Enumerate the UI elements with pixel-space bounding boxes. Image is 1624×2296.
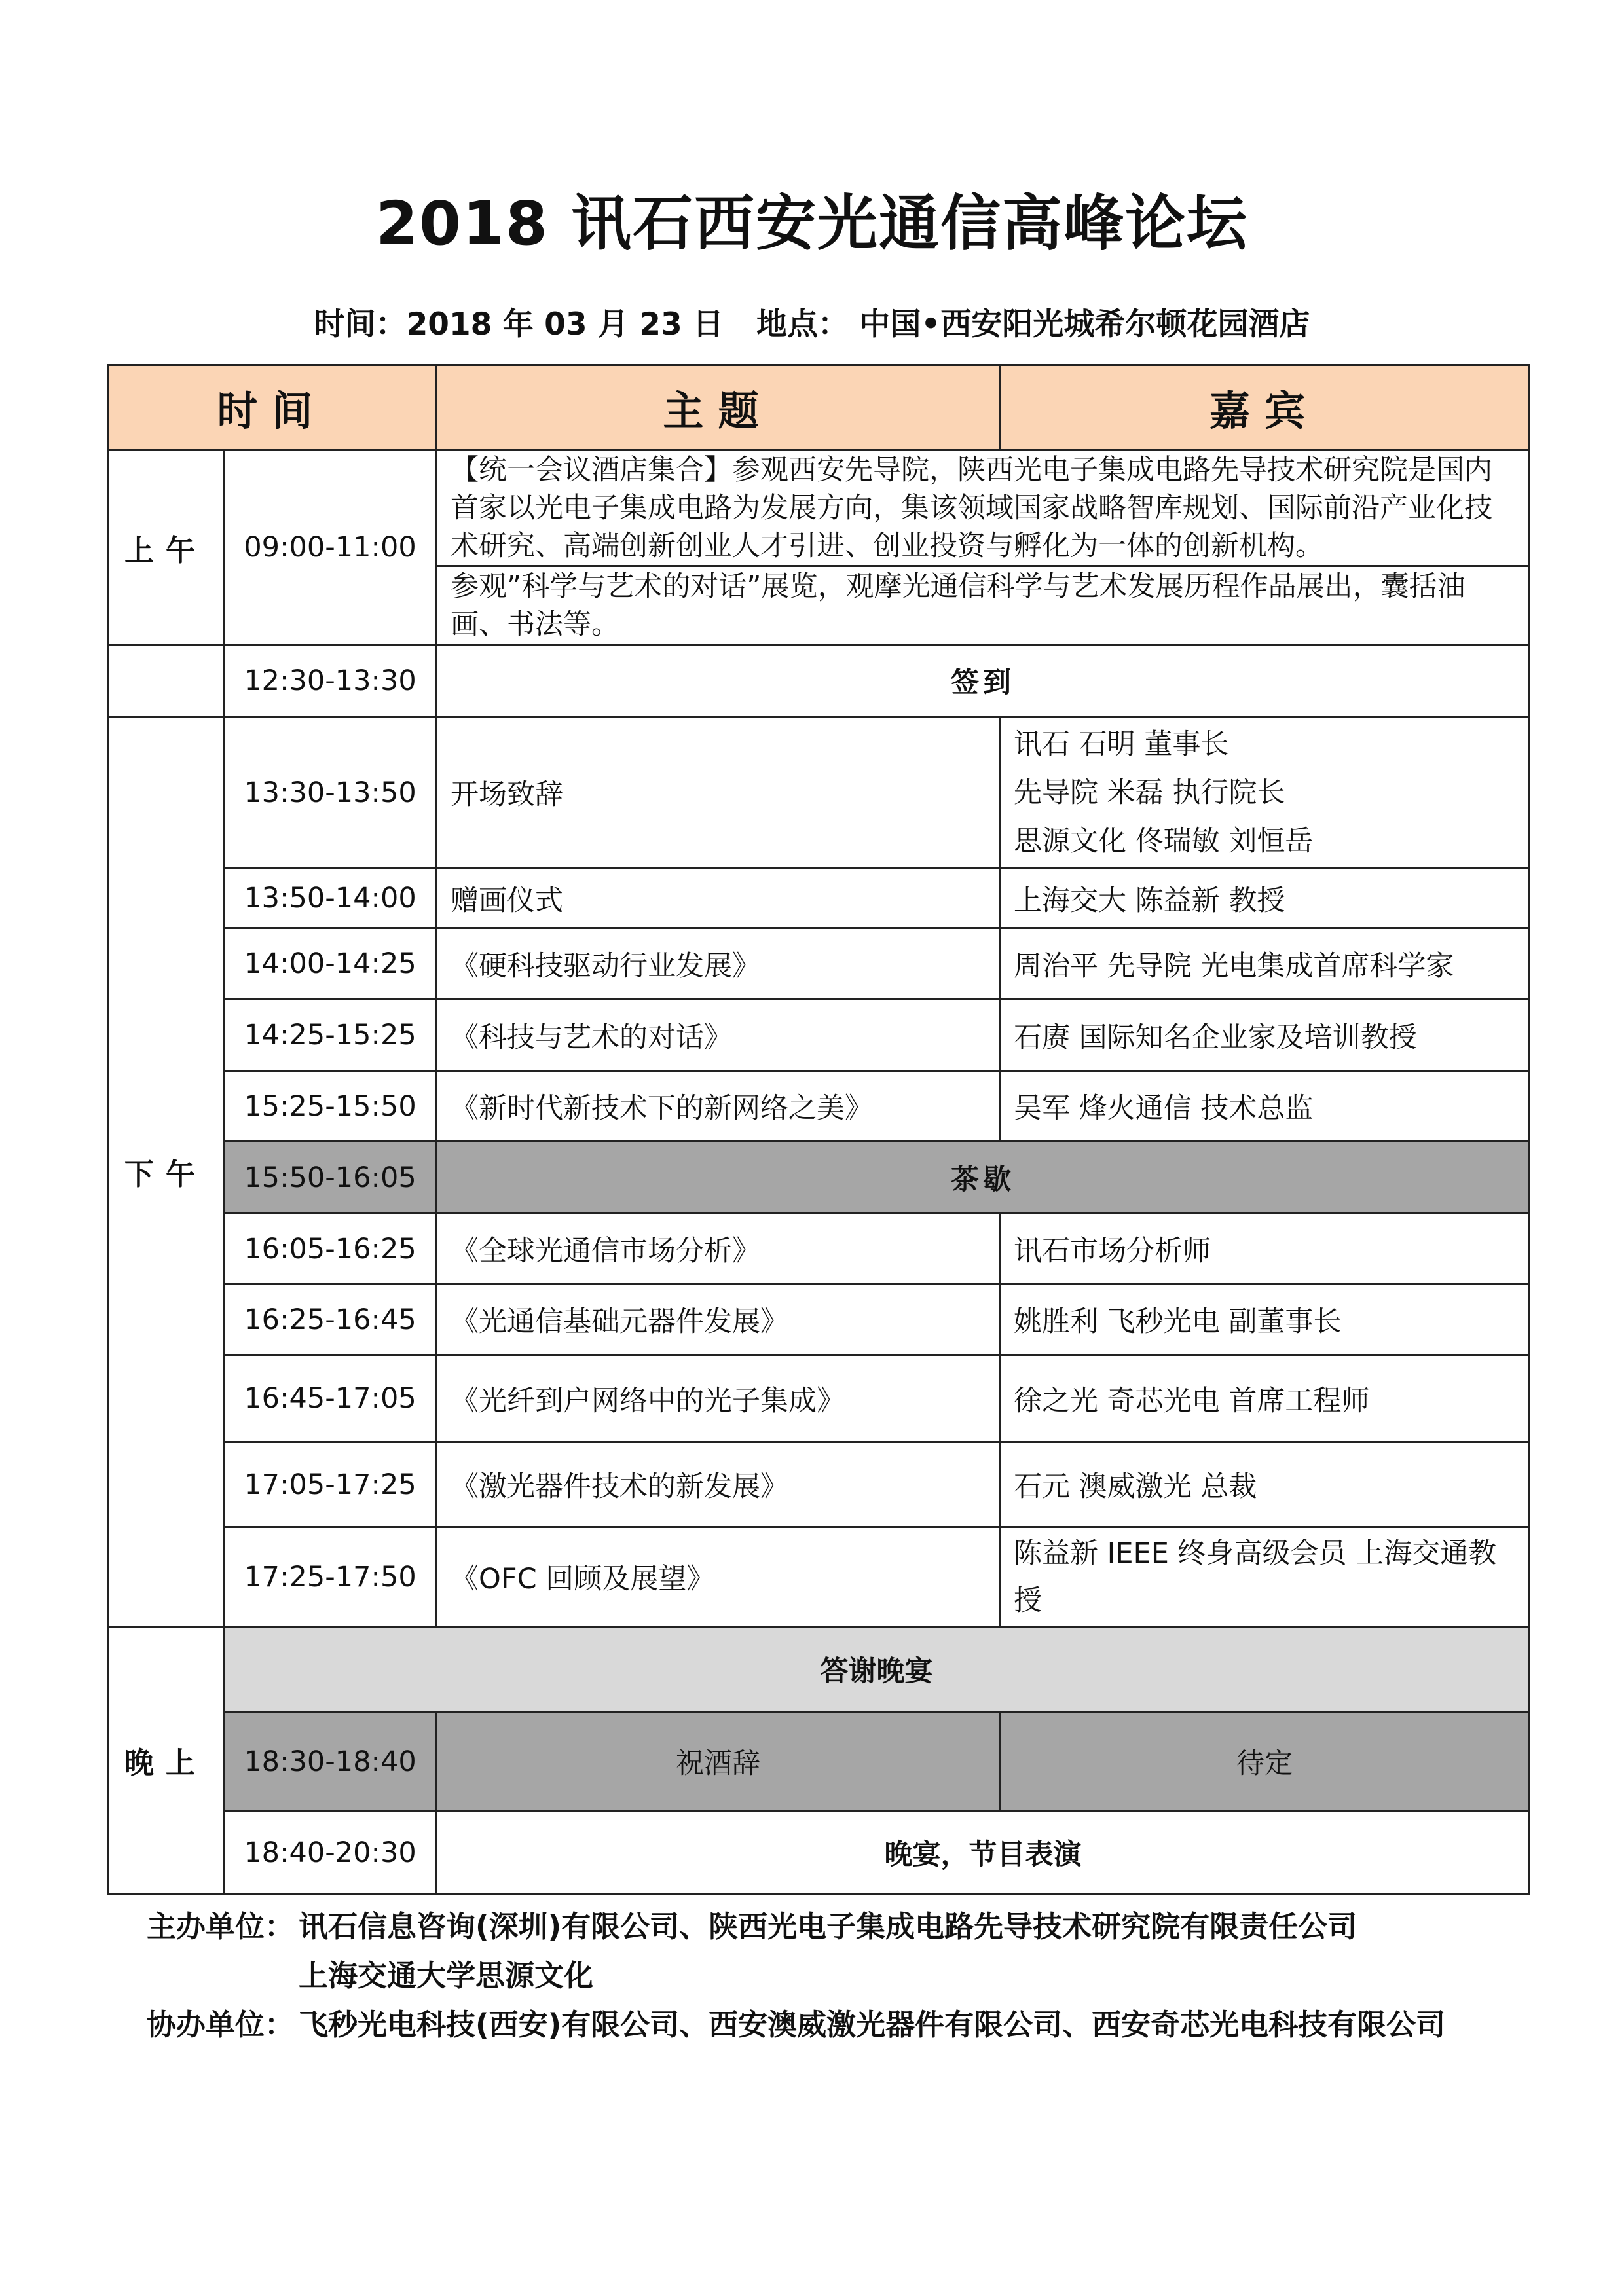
time-cell: 16:05-16:25: [224, 1214, 437, 1285]
host-organizers: [147, 1903, 1357, 1945]
morning-item-2: 参观”科学与艺术的对话”展览，观摩光通信科学与艺术发展历程作品展出，囊括油画、书法等。: [437, 566, 1530, 645]
topic-cell: 开场致辞: [437, 717, 1000, 869]
signin-label: 签到: [437, 645, 1530, 717]
time-cell: 14:00-14:25: [224, 928, 437, 1000]
guest-cell: 待定: [1000, 1712, 1530, 1812]
table-row: [108, 645, 1530, 717]
host-line-2: 上海交通大学思源文化: [299, 1958, 594, 1993]
time-cell: 15:50-16:05: [224, 1142, 437, 1214]
table-row: [108, 1285, 1530, 1355]
guest-cell: 陈益新 IEEE 终身高级会员 上海交通教授: [1000, 1527, 1530, 1627]
event-time-place: [0, 300, 1624, 344]
topic-cell: 祝酒辞: [437, 1712, 1000, 1812]
schedule-table: [107, 364, 1530, 1895]
time-cell: 18:40-20:30: [224, 1812, 437, 1894]
table-row: [108, 1527, 1530, 1627]
topic-cell: 赠画仪式: [437, 869, 1000, 928]
guest-cell: 姚胜利 飞秒光电 副董事长: [1000, 1285, 1530, 1355]
document-title: 2018 讯石西安光通信高峰论坛: [375, 189, 1249, 259]
header-topic: 主题: [437, 365, 1000, 450]
table-row: [108, 450, 1530, 566]
time-cell: 17:05-17:25: [224, 1442, 437, 1527]
co-label: 协办单位：: [147, 2007, 295, 2042]
table-row: [108, 869, 1530, 928]
table-row: [108, 1627, 1530, 1712]
table-row: [108, 1071, 1530, 1142]
guest-line: 讯石 石明 董事长: [1014, 727, 1229, 761]
header-guest: 嘉宾: [1000, 365, 1530, 450]
time-cell: 17:25-17:50: [224, 1527, 437, 1627]
table-row: [108, 1000, 1530, 1071]
break-label: 茶歇: [437, 1142, 1530, 1214]
table-row: [108, 1142, 1530, 1214]
time-cell: 12:30-13:30: [224, 645, 437, 717]
header-time: 时间: [108, 365, 437, 450]
table-row: [108, 1442, 1530, 1527]
co-organizers: [147, 2001, 1445, 2043]
table-row: [108, 1712, 1530, 1812]
period-afternoon: 下午: [108, 717, 224, 1627]
topic-cell: 《光通信基础元器件发展》: [437, 1285, 1000, 1355]
guest-cell: 上海交大 陈益新 教授: [1000, 869, 1530, 928]
time-cell: 16:45-17:05: [224, 1355, 437, 1442]
time-cell: 09:00-11:00: [224, 450, 437, 645]
guest-line: 思源文化 佟瑞敏 刘恒岳: [1014, 824, 1314, 858]
time-cell: 13:30-13:50: [224, 717, 437, 869]
event-place: 地点： 中国•西安阳光城希尔顿花园酒店: [756, 306, 1310, 342]
period-morning: 上午: [108, 450, 224, 645]
dinner-label: 晚宴，节目表演: [437, 1812, 1530, 1894]
guest-cell: 徐之光 奇芯光电 首席工程师: [1000, 1355, 1530, 1442]
host-line-1: 讯石信息咨询(深圳)有限公司、陕西光电子集成电路先导技术研究院有限责任公司: [299, 1909, 1357, 1944]
topic-cell: 《全球光通信市场分析》: [437, 1214, 1000, 1285]
table-row: [108, 1355, 1530, 1442]
guest-cell: 吴军 烽火通信 技术总监: [1000, 1071, 1530, 1142]
guest-cell: 石元 澳威激光 总裁: [1000, 1442, 1530, 1527]
table-row: [108, 928, 1530, 1000]
co-line: 飞秒光电科技(西安)有限公司、西安澳威激光器件有限公司、西安奇芯光电科技有限公司: [299, 2007, 1446, 2042]
guest-cell: 石赓 国际知名企业家及培训教授: [1000, 1000, 1530, 1071]
table-row: [108, 1812, 1530, 1894]
period-empty: [108, 645, 224, 717]
time-cell: 18:30-18:40: [224, 1712, 437, 1812]
morning-item-1: 【统一会议酒店集合】参观西安先导院，陕西光电子集成电路先导技术研究院是国内首家以光电子集成电路为发展方向，集该领域国家战略智库规划、国际前沿产业化技术研究、高端创新创业人才引进、创业投资与孵化为一体的创新机构。: [437, 450, 1530, 566]
topic-cell: 《OFC 回顾及展望》: [437, 1527, 1000, 1627]
guest-cell: [1000, 717, 1530, 869]
table-row: [108, 717, 1530, 869]
topic-cell: 《科技与艺术的对话》: [437, 1000, 1000, 1071]
time-cell: 15:25-15:50: [224, 1071, 437, 1142]
guest-cell: 周治平 先导院 光电集成首席科学家: [1000, 928, 1530, 1000]
period-evening: 晚上: [108, 1627, 224, 1894]
time-cell: 14:25-15:25: [224, 1000, 437, 1071]
topic-cell: 《硬科技驱动行业发展》: [437, 928, 1000, 1000]
guest-line: 先导院 米磊 执行院长: [1014, 776, 1285, 809]
topic-cell: 《激光器件技术的新发展》: [437, 1442, 1000, 1527]
event-time: 时间：2018 年 03 月 23 日: [314, 306, 724, 342]
time-cell: 16:25-16:45: [224, 1285, 437, 1355]
guest-cell: 讯石市场分析师: [1000, 1214, 1530, 1285]
header-row: [108, 365, 1530, 450]
table-row: [108, 1214, 1530, 1285]
banquet-title: 答谢晚宴: [224, 1627, 1530, 1712]
topic-cell: 《光纤到户网络中的光子集成》: [437, 1355, 1000, 1442]
time-cell: 13:50-14:00: [224, 869, 437, 928]
topic-cell: 《新时代新技术下的新网络之美》: [437, 1071, 1000, 1142]
host-label: 主办单位：: [147, 1909, 295, 1944]
